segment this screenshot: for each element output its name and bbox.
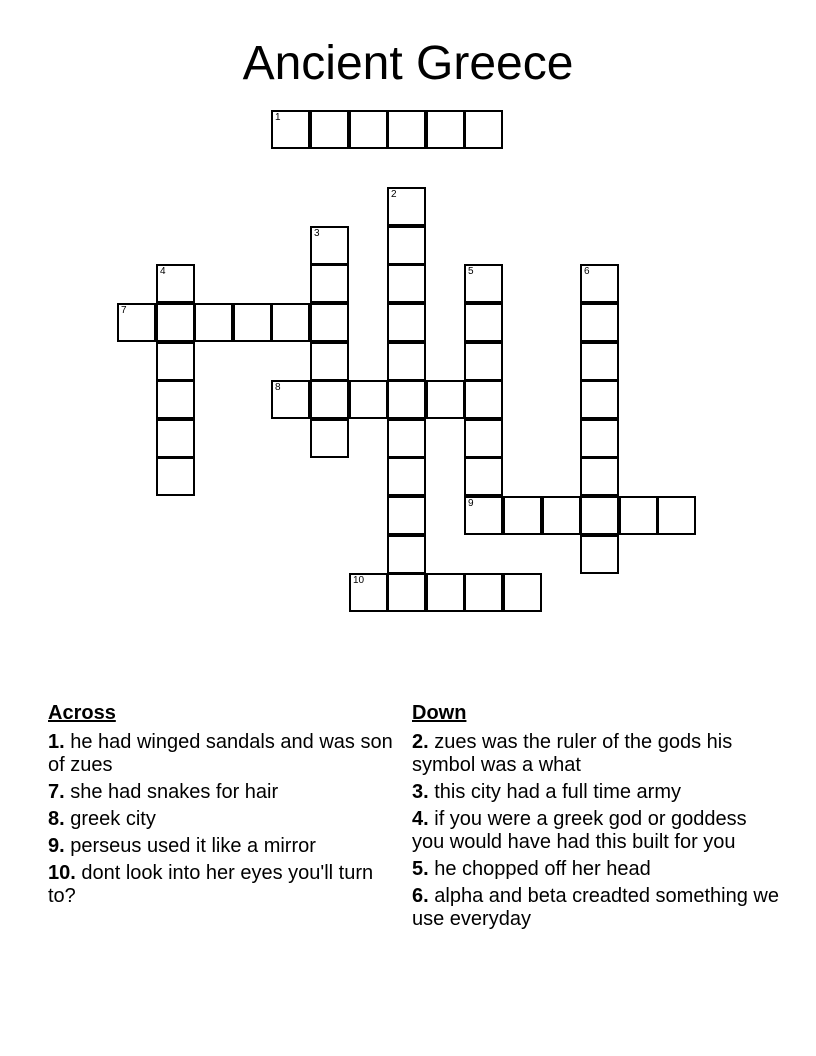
crossword-cell[interactable] xyxy=(310,342,349,381)
crossword-cell[interactable] xyxy=(387,535,426,574)
clue-number: 6. xyxy=(412,885,429,907)
down-clue-4 xyxy=(412,808,782,854)
crossword-cell[interactable] xyxy=(156,419,195,458)
down-clue-3 xyxy=(412,781,782,804)
cell-number: 9 xyxy=(468,498,474,509)
clue-number: 5. xyxy=(412,858,429,880)
across-clue-1 xyxy=(48,731,398,777)
crossword-cell[interactable] xyxy=(426,573,465,612)
crossword-cell[interactable] xyxy=(464,342,503,381)
crossword-cell[interactable] xyxy=(387,457,426,496)
crossword-cell[interactable] xyxy=(387,264,426,303)
clue-number: 8. xyxy=(48,808,65,830)
down-clues xyxy=(412,702,782,935)
crossword-cell[interactable] xyxy=(233,303,272,342)
crossword-cell[interactable] xyxy=(464,264,503,303)
clue-text: he had winged sandals and was son of zues xyxy=(48,731,393,776)
crossword-cell[interactable] xyxy=(464,303,503,342)
cell-number: 10 xyxy=(353,575,365,586)
cell-number: 6 xyxy=(584,266,590,277)
crossword-cell[interactable] xyxy=(426,110,465,149)
crossword-cell[interactable] xyxy=(310,419,349,458)
clue-text: this city had a full time army xyxy=(434,781,681,803)
crossword-cell[interactable] xyxy=(387,419,426,458)
crossword-cell[interactable] xyxy=(580,419,619,458)
clue-text: perseus used it like a mirror xyxy=(70,835,316,857)
clue-text: greek city xyxy=(70,808,156,830)
crossword-cell[interactable] xyxy=(503,573,542,612)
crossword-cell[interactable] xyxy=(349,573,388,612)
clue-text: she had snakes for hair xyxy=(70,781,279,803)
crossword-cell[interactable] xyxy=(271,110,310,149)
cell-number: 7 xyxy=(121,305,127,316)
crossword-cell[interactable] xyxy=(387,226,426,265)
crossword-cell[interactable] xyxy=(387,110,426,149)
crossword-cell[interactable] xyxy=(310,110,349,149)
crossword-cell[interactable] xyxy=(310,380,349,419)
crossword-cell[interactable] xyxy=(156,380,195,419)
page-title: Ancient Greece xyxy=(242,37,574,90)
cell-number: 2 xyxy=(391,189,397,200)
crossword-cell[interactable] xyxy=(310,303,349,342)
crossword-cell[interactable] xyxy=(657,496,696,535)
across-heading: Across xyxy=(48,702,116,724)
across-clue-10 xyxy=(48,862,398,908)
crossword-cell[interactable] xyxy=(580,457,619,496)
clue-number: 9. xyxy=(48,835,65,857)
clue-text: if you were a greek god or goddess you would have had this built for you xyxy=(412,808,747,853)
crossword-cell[interactable] xyxy=(580,380,619,419)
crossword-cell[interactable] xyxy=(387,573,426,612)
clue-number: 2. xyxy=(412,731,429,753)
clue-number: 10. xyxy=(48,862,76,884)
crossword-cell[interactable] xyxy=(156,303,195,342)
crossword-cell[interactable] xyxy=(464,110,503,149)
crossword-cell[interactable] xyxy=(542,496,581,535)
crossword-cell[interactable] xyxy=(580,535,619,574)
clue-text: zues was the ruler of the gods his symbol was a what xyxy=(412,731,733,776)
cell-number: 8 xyxy=(275,382,281,393)
crossword-cell[interactable] xyxy=(349,380,388,419)
clue-number: 7. xyxy=(48,781,65,803)
crossword-cell[interactable] xyxy=(387,496,426,535)
crossword-cell[interactable] xyxy=(580,496,619,535)
crossword-cell[interactable] xyxy=(580,342,619,381)
cell-number: 3 xyxy=(314,228,320,239)
crossword-cell[interactable] xyxy=(464,573,503,612)
crossword-cell[interactable] xyxy=(194,303,233,342)
cell-number: 5 xyxy=(468,266,474,277)
clue-number: 3. xyxy=(412,781,429,803)
crossword-cell[interactable] xyxy=(156,457,195,496)
crossword-cell[interactable] xyxy=(619,496,658,535)
down-clue-6 xyxy=(412,885,782,931)
crossword-cell[interactable] xyxy=(310,226,349,265)
crossword-cell[interactable] xyxy=(387,380,426,419)
crossword-cell[interactable] xyxy=(580,264,619,303)
crossword-cell[interactable] xyxy=(387,187,426,226)
crossword-cell[interactable] xyxy=(387,342,426,381)
crossword-cell[interactable] xyxy=(464,496,503,535)
crossword-cell[interactable] xyxy=(156,264,195,303)
cell-number: 1 xyxy=(275,112,281,123)
crossword-cell[interactable] xyxy=(464,380,503,419)
down-clue-2 xyxy=(412,731,782,777)
clue-number: 4. xyxy=(412,808,429,830)
across-clue-8 xyxy=(48,808,398,831)
clue-text: alpha and beta creadted something we use everyday xyxy=(412,885,779,930)
crossword-cell[interactable] xyxy=(349,110,388,149)
crossword-cell[interactable] xyxy=(580,303,619,342)
clue-number: 1. xyxy=(48,731,65,753)
clue-text: he chopped off her head xyxy=(434,858,651,880)
crossword-cell[interactable] xyxy=(310,264,349,303)
clue-text: dont look into her eyes you'll turn to? xyxy=(48,862,374,907)
crossword-cell[interactable] xyxy=(503,496,542,535)
across-clues xyxy=(48,702,398,912)
crossword-cell[interactable] xyxy=(387,303,426,342)
crossword-cell[interactable] xyxy=(156,342,195,381)
crossword-cell[interactable] xyxy=(426,380,465,419)
crossword-cell[interactable] xyxy=(464,457,503,496)
crossword-cell[interactable] xyxy=(117,303,156,342)
cell-number: 4 xyxy=(160,266,166,277)
down-clue-5 xyxy=(412,858,782,881)
across-clue-7 xyxy=(48,781,398,804)
crossword-cell[interactable] xyxy=(271,303,310,342)
crossword-cell[interactable] xyxy=(271,380,310,419)
crossword-cell[interactable] xyxy=(464,419,503,458)
down-heading: Down xyxy=(412,702,467,724)
across-clue-9 xyxy=(48,835,398,858)
